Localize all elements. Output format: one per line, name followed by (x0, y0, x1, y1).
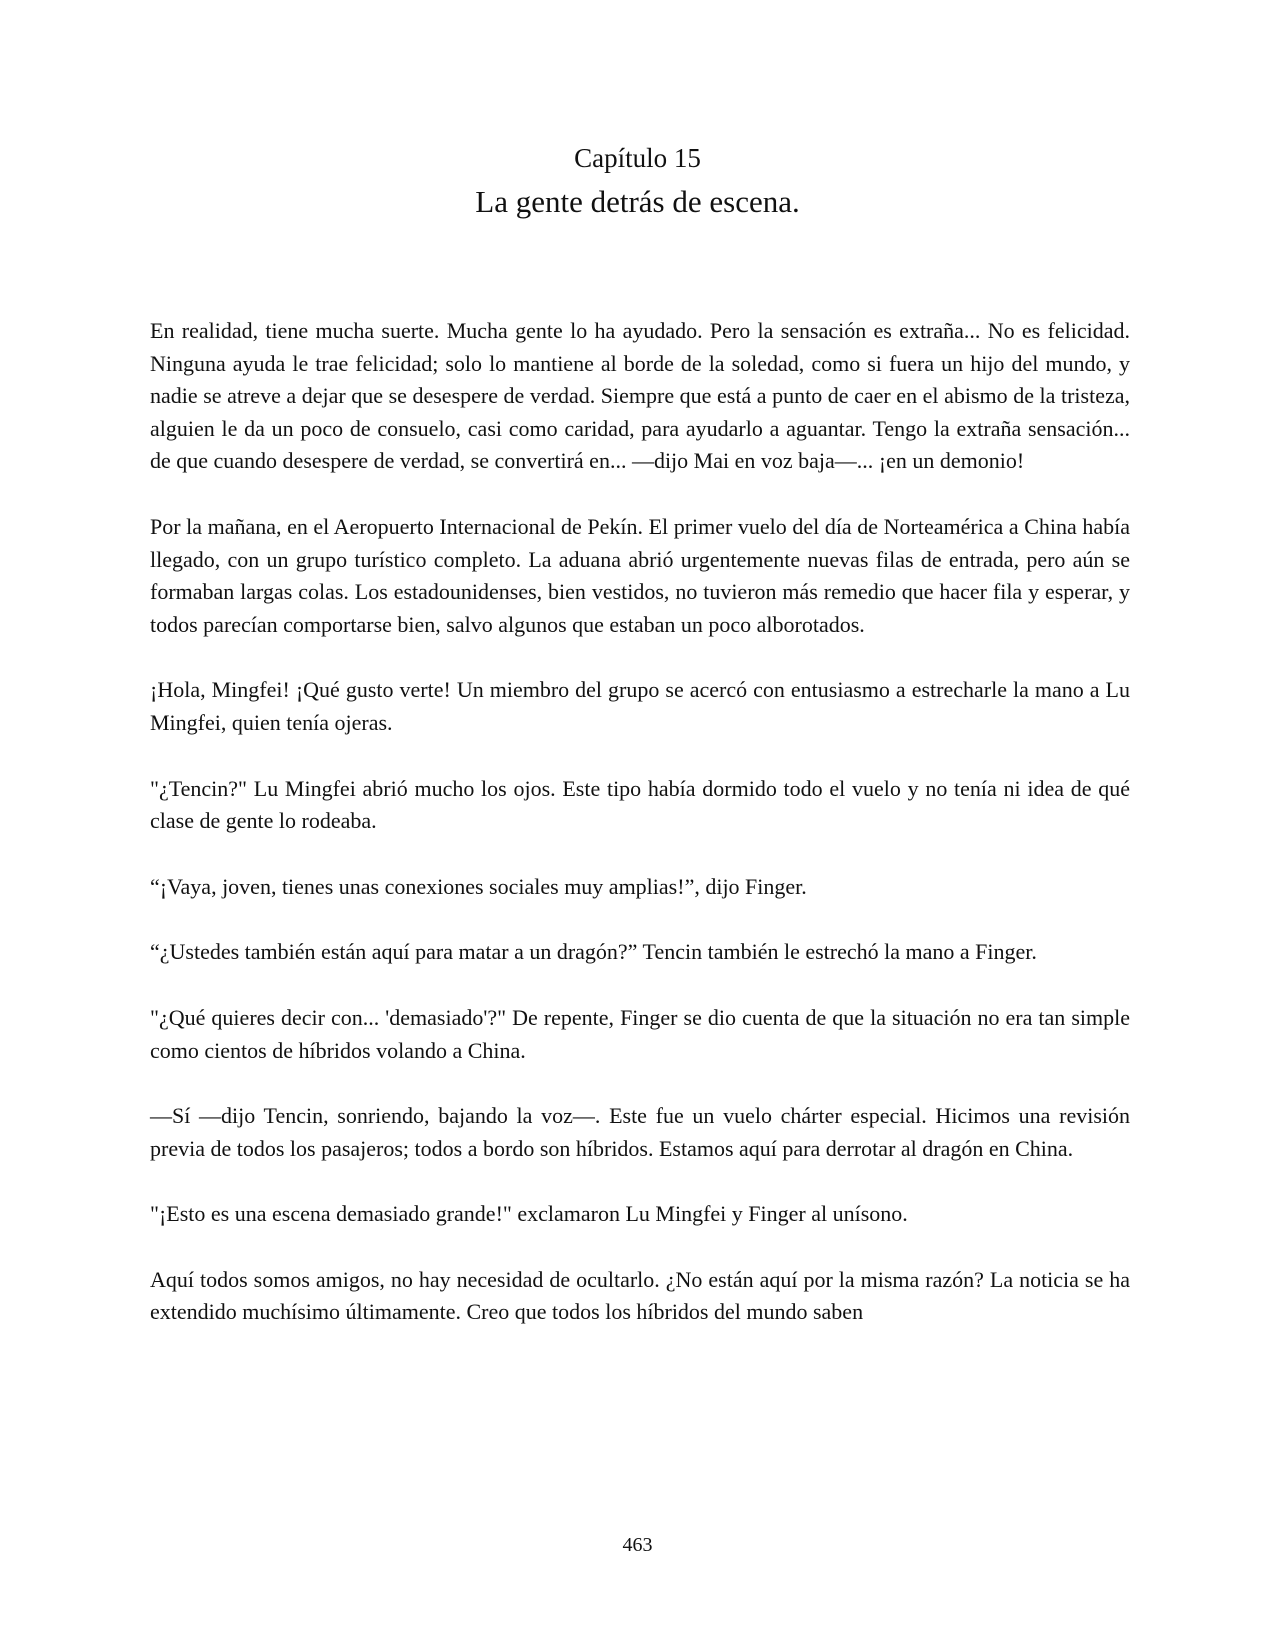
paragraph: “¡Vaya, joven, tienes unas conexiones sociales muy amplias!”, dijo Finger. (150, 873, 807, 899)
paragraph: “¿Ustedes también están aquí para matar a un dragón?” Tencin también le estrechó la mano a Finger. (150, 939, 1037, 965)
paragraph: "¡Esto es una escena demasiado grande!" exclamaron Lu Mingfei y Finger al unísono. (150, 1201, 908, 1227)
page-number: 463 (622, 1534, 653, 1556)
paragraph: Aquí todos somos amigos, no hay necesidad de ocultarlo. ¿No están aquí por la misma razón? La noticia se ha extendido muchísimo últimamente. Creo que todos los híbridos del mundo saben (150, 1266, 1130, 1325)
paragraph: En realidad, tiene mucha suerte. Mucha gente lo ha ayudado. Pero la sensación es extraña... No es felicidad. Ninguna ayuda le trae felicidad; solo lo mantiene al borde de la soledad, como si fuera un hijo del mundo, y nadie se atreve a dejar que se desespere de verdad. Siempre que está a punto de caer en el abismo de la tristeza, alguien le da un poco de consuelo, casi como caridad, para ayudarlo a aguantar. Tengo la extraña sensación... de que cuando desespere de verdad, se convertirá en... —dijo Mai en voz baja—... ¡en un demonio! (150, 318, 1130, 474)
paragraph: "¿Tencin?" Lu Mingfei abrió mucho los ojos. Este tipo había dormido todo el vuelo y no tenía ni idea de qué clase de gente lo rodeaba. (150, 775, 1130, 834)
paragraph: ¡Hola, Mingfei! ¡Qué gusto verte! Un miembro del grupo se acercó con entusiasmo a estrecharle la mano a Lu Mingfei, quien tenía ojeras. (150, 677, 1130, 735)
chapter-number: Capítulo 15 (574, 143, 701, 173)
paragraph: "¿Qué quieres decir con... 'demasiado'?" De repente, Finger se dio cuenta de que la situación no era tan simple como cientos de híbridos volando a China. (150, 1004, 1130, 1063)
body-text (150, 315, 1130, 1362)
chapter-title: La gente detrás de escena. (475, 184, 800, 219)
paragraph: Por la mañana, en el Aeropuerto Internacional de Pekín. El primer vuelo del día de Norteamérica a China había llegado, con un grupo turístico completo. La aduana abrió urgentemente nuevas filas de entrada, pero aún se formaban largas colas. Los estadounidenses, bien vestidos, no tuvieron más remedio que hacer fila y esperar, y todos parecían comportarse bien, salvo algunos que estaban un poco alborotados. (150, 513, 1130, 637)
paragraph: —Sí —dijo Tencin, sonriendo, bajando la voz—. Este fue un vuelo chárter especial. Hicimos una revisión previa de todos los pasajeros; todos a bordo son híbridos. Estamos aquí para derrotar al dragón en China. (150, 1103, 1130, 1161)
